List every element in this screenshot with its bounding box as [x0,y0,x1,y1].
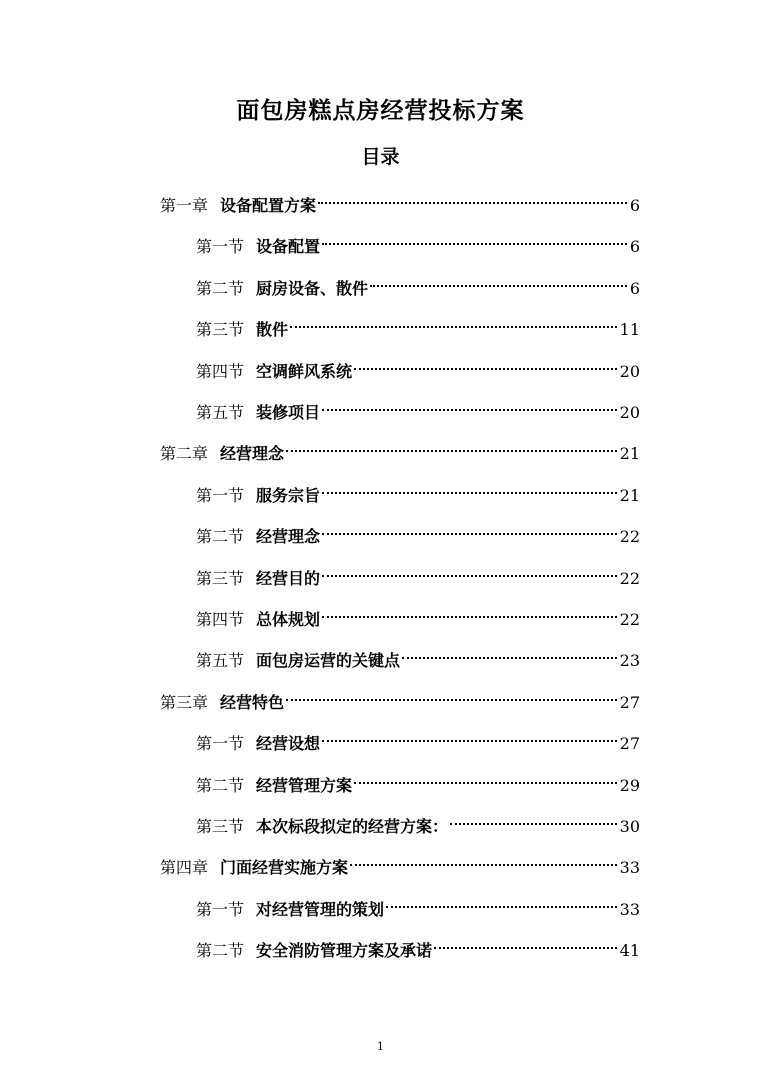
toc-entry[interactable] [196,556,640,588]
toc-entry-page: 6 [629,278,640,298]
toc-entry[interactable] [196,928,640,961]
page-number: 1 [377,1040,384,1053]
toc-entry-title: 装修项目 [256,403,321,422]
toc-dot-leader [354,349,617,377]
toc-entry[interactable] [196,473,640,505]
toc-entry-number: 第一章 [160,196,209,215]
toc-dot-leader [322,224,627,252]
toc-dot-leader [322,597,617,625]
toc-entry[interactable] [160,183,640,215]
toc-dot-leader [322,721,617,749]
toc-entry[interactable] [196,266,640,298]
toc-dot-leader [450,804,617,832]
toc-entry[interactable] [196,721,640,754]
toc-entry-page: 29 [619,775,640,795]
toc-dot-leader [370,266,627,294]
toc-entry-page: 41 [619,941,640,961]
toc-entry-title: 总体规划 [256,610,321,629]
toc-dot-leader [350,845,617,873]
toc-entry-number: 第四节 [196,361,245,381]
toc-entry-page: 22 [619,610,640,629]
toc-entry-page: 30 [619,817,640,836]
toc-entry-title: 本次标段拟定的经营方案： [256,817,449,836]
toc-entry[interactable] [196,638,640,671]
toc-entry-number: 第三节 [196,817,245,836]
toc-entry-number: 第五节 [196,651,245,671]
toc-entry[interactable] [196,390,640,422]
toc-entry-page: 21 [619,485,640,505]
toc-entry-page: 21 [619,444,640,464]
toc-dot-leader [322,390,617,418]
toc-entry[interactable] [196,514,640,547]
toc-entry-number: 第三章 [160,692,209,712]
toc-entry-page: 27 [619,734,640,754]
toc-entry-number: 第一节 [196,237,245,257]
toc-entry[interactable] [196,349,640,381]
toc-entry-title: 设备配置 [256,237,321,257]
toc-entry-number: 第二节 [196,941,245,961]
toc-entry-page: 23 [619,651,640,671]
toc-entry-number: 第一节 [196,485,245,505]
toc-entry-number: 第二节 [196,278,245,298]
toc-entry[interactable] [196,763,640,795]
toc-entry-number: 第二节 [196,775,245,795]
toc-dot-leader [322,514,617,542]
toc-entry[interactable] [196,597,640,629]
toc-entry-number: 第四章 [160,858,209,878]
toc-entry-page: 33 [619,858,640,878]
toc-entry[interactable] [196,804,640,836]
toc-entry-title: 设备配置方案 [220,196,317,215]
toc-entry-number: 第四节 [196,610,245,629]
toc-dot-leader [354,763,617,791]
toc-entry-title: 经营理念 [220,444,285,464]
toc-dot-leader [286,431,617,459]
toc-dot-leader [386,887,617,915]
toc-entry-page: 22 [619,568,640,588]
toc-entry[interactable] [196,307,640,340]
toc-entry-page: 20 [619,361,640,381]
toc-entry-title: 经营理念 [256,527,321,547]
toc-entry-title: 经营目的 [256,568,321,588]
toc-entry-title: 经营设想 [256,734,321,754]
toc-entry-title: 经营特色 [220,692,285,712]
toc-entry-page: 27 [619,692,640,712]
toc-dot-leader [318,183,627,211]
toc-entry-page: 33 [619,899,640,919]
toc-entry-title: 安全消防管理方案及承诺 [256,941,433,961]
toc-entry-title: 厨房设备、散件 [256,278,369,298]
toc-dot-leader [290,307,617,335]
toc-heading: 目录 [361,146,400,168]
toc-entry[interactable] [160,431,640,464]
document-title: 面包房糕点房经营投标方案 [236,98,525,124]
toc-entry-page: 6 [629,237,640,257]
toc-entry[interactable] [196,887,640,919]
toc-dot-leader [322,473,617,501]
toc-entry[interactable] [196,224,640,257]
toc-entry-number: 第一节 [196,734,245,754]
toc-entry-title: 空调鲜风系统 [256,361,353,381]
toc-entry-page: 22 [619,527,640,547]
toc-entry-title: 经营管理方案 [256,775,353,795]
toc-entry-title: 门面经营实施方案 [220,858,349,878]
toc-entry-page: 11 [619,320,640,340]
toc-dot-leader [286,680,617,708]
toc-entry-title: 对经营管理的策划 [256,899,385,919]
toc-entry-number: 第二章 [160,444,209,464]
toc-dot-leader [434,928,617,956]
toc-dot-leader [402,638,617,666]
toc-entry-title: 服务宗旨 [256,485,321,505]
toc-entry-title: 面包房运营的关键点 [256,651,401,671]
toc-entry-number: 第三节 [196,568,245,588]
toc-entry-page: 6 [629,196,640,215]
toc-entry-number: 第一节 [196,899,245,919]
toc-entry[interactable] [160,680,640,712]
toc-entry-number: 第五节 [196,403,245,422]
toc-entry-number: 第二节 [196,527,245,547]
toc-entry[interactable] [160,845,640,878]
toc-entry-title: 散件 [256,320,289,340]
toc-dot-leader [322,556,617,584]
toc-entry-number: 第三节 [196,320,245,340]
toc-entry-page: 20 [619,403,640,422]
